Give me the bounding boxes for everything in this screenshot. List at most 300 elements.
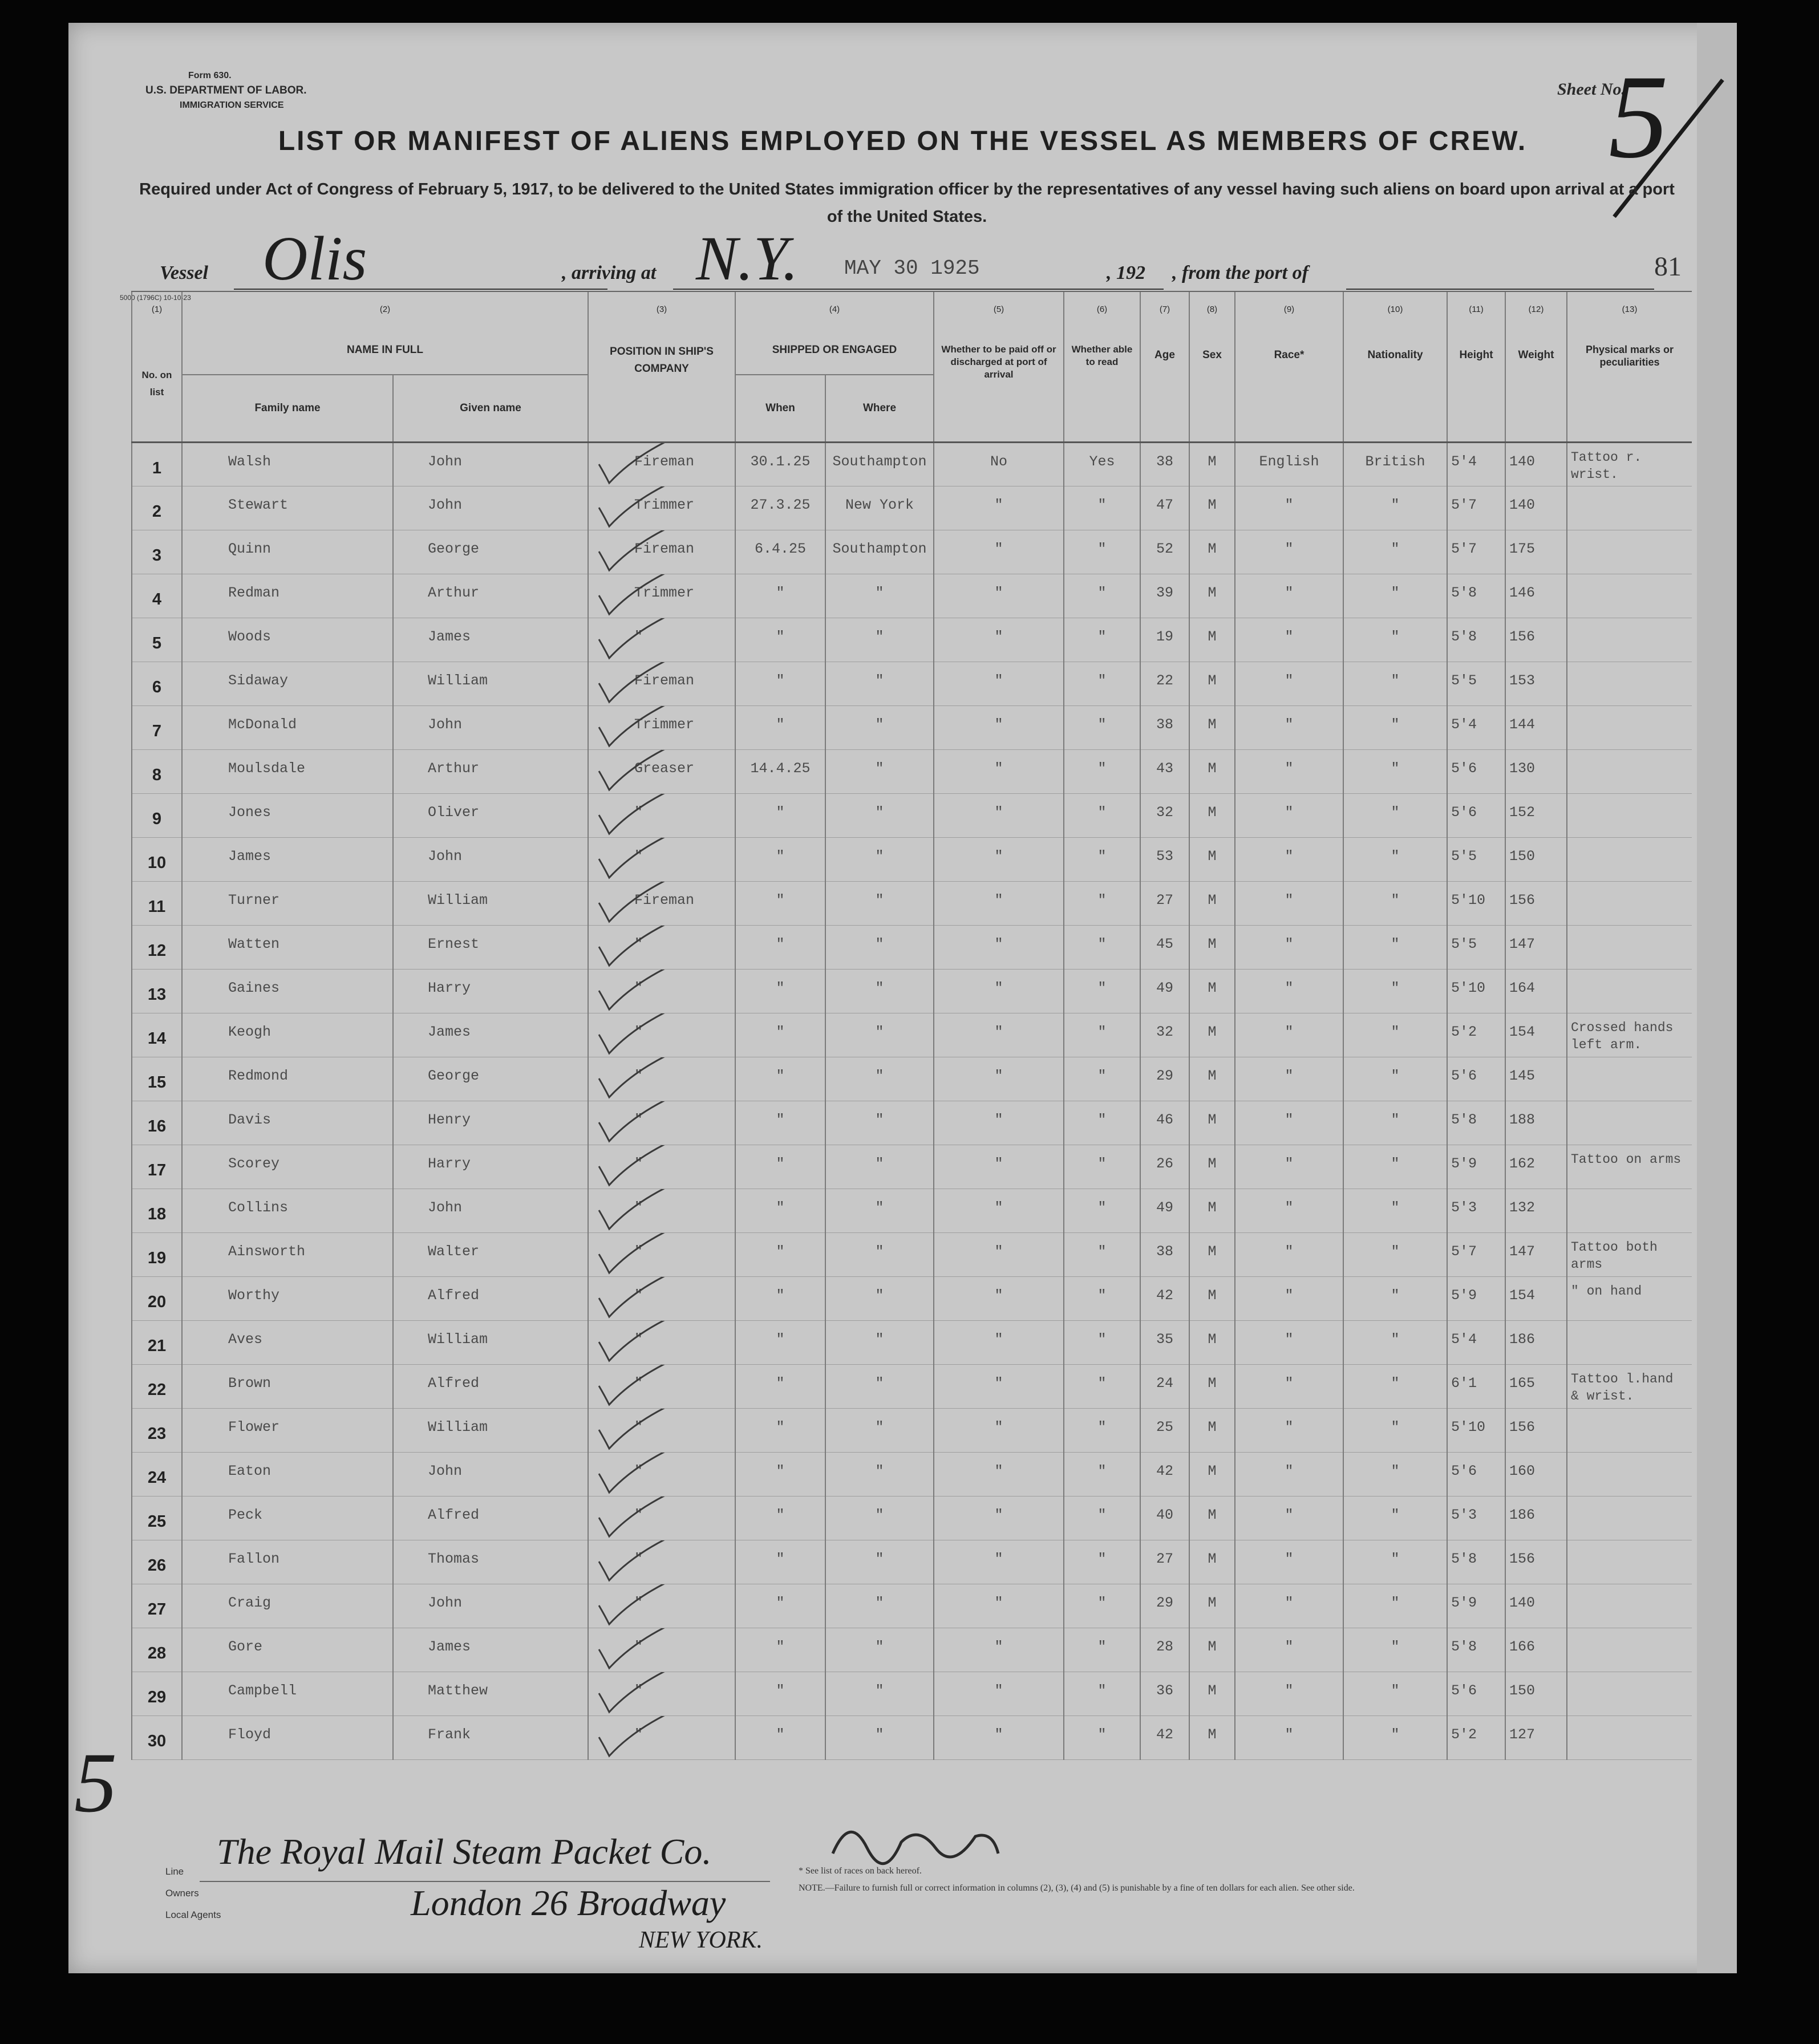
sheet-number: 5 [1609, 51, 1668, 183]
family-name: Worthy [182, 1277, 393, 1321]
page-reference: 81 [1654, 252, 1682, 282]
shipped-when: " [735, 970, 825, 1013]
family-name: Moulsdale [182, 750, 393, 794]
table-row [132, 618, 1692, 662]
row-number: 15 [132, 1057, 182, 1101]
crew-rows [132, 443, 1692, 1760]
marks-header: Physical marks or peculiarities [1567, 326, 1692, 443]
sex: M [1189, 1233, 1235, 1277]
row-number: 27 [132, 1584, 182, 1628]
date-stamp: MAY 30 1925 [844, 257, 980, 280]
department-name: U.S. DEPARTMENT OF LABOR. [145, 84, 307, 96]
shipped-where: " [825, 1672, 934, 1716]
row-number: 23 [132, 1409, 182, 1453]
race-header: Race* [1235, 326, 1343, 443]
family-name: Fallon [182, 1540, 393, 1584]
height: 5'7 [1447, 1233, 1505, 1277]
from-port-label: , from the port of [1172, 262, 1308, 283]
paid-off: " [934, 750, 1064, 794]
weight: 186 [1505, 1321, 1567, 1365]
weight: 140 [1505, 443, 1567, 486]
position: Trimmer [588, 574, 735, 618]
page-subtitle: Required under Act of Congress of February 5, 1917, to be delivered to the United States immigration officer by the representatives of any vessel having such aliens on board upon arrival at a port of the United States. [139, 180, 1675, 226]
given-name: James [393, 618, 588, 662]
physical-marks [1567, 486, 1692, 530]
shipped-where: " [825, 1189, 934, 1233]
row-number: 22 [132, 1365, 182, 1409]
age: 19 [1140, 618, 1189, 662]
shipped-where: " [825, 1496, 934, 1540]
able-to-read: " [1064, 486, 1140, 530]
check-mark-icon [594, 1628, 680, 1672]
given-name: John [393, 486, 588, 530]
position: " [588, 1189, 735, 1233]
shipped-where: " [825, 794, 934, 838]
row-number: 26 [132, 1540, 182, 1584]
weight: 152 [1505, 794, 1567, 838]
table-row [132, 926, 1692, 970]
race: " [1235, 574, 1343, 618]
sex: M [1189, 1013, 1235, 1057]
position: " [588, 1584, 735, 1628]
col-num-6: (6) [1064, 291, 1140, 326]
weight: 146 [1505, 574, 1567, 618]
family-name: Eaton [182, 1453, 393, 1496]
weight: 186 [1505, 1496, 1567, 1540]
position: " [588, 970, 735, 1013]
given-name: Harry [393, 1145, 588, 1189]
weight: 140 [1505, 486, 1567, 530]
sex: M [1189, 662, 1235, 706]
col-num-3: (3) [588, 291, 735, 326]
given-name: Henry [393, 1101, 588, 1145]
nationality: " [1343, 1672, 1447, 1716]
shipped-when: " [735, 1672, 825, 1716]
table-row [132, 706, 1692, 750]
position: " [588, 1101, 735, 1145]
weight: 132 [1505, 1189, 1567, 1233]
nationality: British [1343, 443, 1447, 486]
sex: M [1189, 1628, 1235, 1672]
physical-marks: Tattoo on arms [1567, 1145, 1692, 1189]
able-to-read: " [1064, 1628, 1140, 1672]
position-header: POSITION IN SHIP'S COMPANY [588, 326, 735, 443]
able-to-read: " [1064, 1453, 1140, 1496]
position: Trimmer [588, 706, 735, 750]
weight: 188 [1505, 1101, 1567, 1145]
shipped-where: " [825, 1540, 934, 1584]
height: 5'2 [1447, 1013, 1505, 1057]
shipped-when: 14.4.25 [735, 750, 825, 794]
check-mark-icon [594, 1584, 680, 1628]
col-num-9: (9) [1235, 291, 1343, 326]
agents-value: NEW YORK. [639, 1927, 763, 1953]
race: " [1235, 926, 1343, 970]
able-to-read: " [1064, 662, 1140, 706]
when-header: When [735, 375, 825, 443]
shipped-where: " [825, 574, 934, 618]
age: 26 [1140, 1145, 1189, 1189]
race: " [1235, 1628, 1343, 1672]
race: " [1235, 662, 1343, 706]
nationality: " [1343, 970, 1447, 1013]
position: " [588, 838, 735, 882]
check-mark-icon [594, 1672, 680, 1716]
sex: M [1189, 750, 1235, 794]
shipped-when: " [735, 882, 825, 926]
check-mark-icon [594, 882, 680, 926]
height: 5'9 [1447, 1584, 1505, 1628]
family-name: Brown [182, 1365, 393, 1409]
position: " [588, 926, 735, 970]
physical-marks [1567, 1189, 1692, 1233]
given-name: Walter [393, 1233, 588, 1277]
shipped-where: " [825, 1628, 934, 1672]
given-name: John [393, 1189, 588, 1233]
check-mark-icon [594, 1540, 680, 1584]
paid-off: " [934, 530, 1064, 574]
able-to-read: " [1064, 1145, 1140, 1189]
arriving-label: , arriving at [562, 262, 657, 283]
shipped-where: " [825, 1321, 934, 1365]
position: " [588, 794, 735, 838]
position: " [588, 1233, 735, 1277]
shipped-when: " [735, 1013, 825, 1057]
weight: 145 [1505, 1057, 1567, 1101]
family-name: Campbell [182, 1672, 393, 1716]
check-mark-icon [594, 1277, 680, 1321]
nationality: " [1343, 530, 1447, 574]
sex: M [1189, 1496, 1235, 1540]
sex: M [1189, 1365, 1235, 1409]
paid-off: " [934, 486, 1064, 530]
height: 5'6 [1447, 1672, 1505, 1716]
weight: 153 [1505, 662, 1567, 706]
paid-off: " [934, 1584, 1064, 1628]
table-row [132, 1101, 1692, 1145]
given-name: George [393, 530, 588, 574]
shipped-where: " [825, 1716, 934, 1760]
check-mark-icon [594, 794, 680, 838]
sex: M [1189, 486, 1235, 530]
crew-table [131, 291, 1692, 1760]
position: " [588, 1540, 735, 1584]
table-row [132, 1013, 1692, 1057]
physical-marks [1567, 1628, 1692, 1672]
paid-off: " [934, 1189, 1064, 1233]
paid-off: " [934, 1321, 1064, 1365]
shipped-when: " [735, 1277, 825, 1321]
physical-marks [1567, 618, 1692, 662]
row-number: 3 [132, 530, 182, 574]
position: Greaser [588, 750, 735, 794]
shipped-when: " [735, 1453, 825, 1496]
height: 5'10 [1447, 1409, 1505, 1453]
given-name: Alfred [393, 1496, 588, 1540]
physical-marks [1567, 574, 1692, 618]
able-to-read: " [1064, 1584, 1140, 1628]
family-name: Keogh [182, 1013, 393, 1057]
shipped-when: " [735, 1057, 825, 1101]
race: " [1235, 1584, 1343, 1628]
height: 5'8 [1447, 574, 1505, 618]
height: 5'5 [1447, 662, 1505, 706]
age: 45 [1140, 926, 1189, 970]
check-mark-icon [594, 1716, 680, 1760]
able-to-read: Yes [1064, 443, 1140, 486]
height: 5'8 [1447, 1628, 1505, 1672]
given-name: James [393, 1628, 588, 1672]
family-name: Watten [182, 926, 393, 970]
race: " [1235, 1716, 1343, 1760]
able-to-read: " [1064, 882, 1140, 926]
able-to-read: " [1064, 1057, 1140, 1101]
check-mark-icon [594, 530, 680, 574]
height: 6'1 [1447, 1365, 1505, 1409]
family-name: Collins [182, 1189, 393, 1233]
sex: M [1189, 1057, 1235, 1101]
given-name: Matthew [393, 1672, 588, 1716]
row-number: 2 [132, 486, 182, 530]
row-number: 13 [132, 970, 182, 1013]
physical-marks [1567, 1672, 1692, 1716]
shipped-when: " [735, 574, 825, 618]
col-num-8: (8) [1189, 291, 1235, 326]
physical-marks [1567, 1321, 1692, 1365]
table-row [132, 1277, 1692, 1321]
weight: 147 [1505, 1233, 1567, 1277]
shipped-where: " [825, 1057, 934, 1101]
row-number: 4 [132, 574, 182, 618]
shipped-where: " [825, 1145, 934, 1189]
family-name: Craig [182, 1584, 393, 1628]
height: 5'4 [1447, 443, 1505, 486]
check-mark-icon [594, 750, 680, 794]
given-name: Alfred [393, 1365, 588, 1409]
nationality: " [1343, 1189, 1447, 1233]
position: " [588, 1277, 735, 1321]
physical-marks [1567, 970, 1692, 1013]
able-to-read: " [1064, 1233, 1140, 1277]
col-num-5: (5) [934, 291, 1064, 326]
shipped-where: " [825, 926, 934, 970]
family-name: Sidaway [182, 662, 393, 706]
row-number: 21 [132, 1321, 182, 1365]
age: 36 [1140, 1672, 1189, 1716]
row-number: 20 [132, 1277, 182, 1321]
family-name: Davis [182, 1101, 393, 1145]
check-mark-icon [594, 1013, 680, 1057]
position: " [588, 1013, 735, 1057]
sex: M [1189, 443, 1235, 486]
physical-marks [1567, 1057, 1692, 1101]
page-title: LIST OR MANIFEST OF ALIENS EMPLOYED ON THE VESSEL AS MEMBERS OF CREW. [278, 126, 1528, 156]
shipped-when: " [735, 1189, 825, 1233]
owners-label: Owners [165, 1888, 199, 1899]
height: 5'6 [1447, 1453, 1505, 1496]
able-to-read: " [1064, 530, 1140, 574]
age: 32 [1140, 1013, 1189, 1057]
paid-off: " [934, 926, 1064, 970]
nationality: " [1343, 1628, 1447, 1672]
row-number: 6 [132, 662, 182, 706]
paid-off: " [934, 1101, 1064, 1145]
sex: M [1189, 706, 1235, 750]
given-name: William [393, 882, 588, 926]
sex: M [1189, 1189, 1235, 1233]
able-to-read: " [1064, 1716, 1140, 1760]
physical-marks [1567, 1496, 1692, 1540]
given-name-header: Given name [393, 375, 588, 443]
position: " [588, 1453, 735, 1496]
weight: 175 [1505, 530, 1567, 574]
family-name: Peck [182, 1496, 393, 1540]
age: 52 [1140, 530, 1189, 574]
race: " [1235, 794, 1343, 838]
line-label: Line [165, 1866, 184, 1877]
nationality: " [1343, 1101, 1447, 1145]
agents-label: Local Agents [165, 1909, 221, 1920]
paid-off: " [934, 1540, 1064, 1584]
row-number: 30 [132, 1716, 182, 1760]
age: 27 [1140, 882, 1189, 926]
race: " [1235, 1496, 1343, 1540]
physical-marks: Crossed hands left arm. [1567, 1013, 1692, 1057]
race: " [1235, 750, 1343, 794]
physical-marks [1567, 882, 1692, 926]
signature-mark [827, 1808, 1010, 1871]
nationality: " [1343, 706, 1447, 750]
year-label: , 192 [1107, 262, 1145, 283]
height: 5'3 [1447, 1189, 1505, 1233]
weight: 156 [1505, 1409, 1567, 1453]
sex: M [1189, 574, 1235, 618]
shipped-when: " [735, 618, 825, 662]
physical-marks: " on hand [1567, 1277, 1692, 1321]
family-name: Redman [182, 574, 393, 618]
physical-marks: Tattoo both arms [1567, 1233, 1692, 1277]
given-name: William [393, 1409, 588, 1453]
age: 27 [1140, 1540, 1189, 1584]
age: 49 [1140, 1189, 1189, 1233]
able-to-read: " [1064, 1013, 1140, 1057]
row-number: 17 [132, 1145, 182, 1189]
age: 40 [1140, 1496, 1189, 1540]
row-number: 11 [132, 882, 182, 926]
col-num-1: (1) [132, 291, 182, 326]
table-row [132, 1233, 1692, 1277]
shipped-when: " [735, 1101, 825, 1145]
position: Fireman [588, 662, 735, 706]
given-name: William [393, 1321, 588, 1365]
given-name: Arthur [393, 750, 588, 794]
able-to-read: " [1064, 1496, 1140, 1540]
physical-marks: Tattoo l.hand & wrist. [1567, 1365, 1692, 1409]
nationality: " [1343, 1584, 1447, 1628]
physical-marks [1567, 662, 1692, 706]
weight-header: Weight [1505, 326, 1567, 443]
row-number: 8 [132, 750, 182, 794]
sex: M [1189, 794, 1235, 838]
height: 5'4 [1447, 706, 1505, 750]
row-number: 24 [132, 1453, 182, 1496]
check-mark-icon [594, 1321, 680, 1365]
race: " [1235, 530, 1343, 574]
row-number: 19 [132, 1233, 182, 1277]
nationality: " [1343, 750, 1447, 794]
table-row [132, 1540, 1692, 1584]
height: 5'10 [1447, 970, 1505, 1013]
weight: 165 [1505, 1365, 1567, 1409]
nationality: " [1343, 1145, 1447, 1189]
family-name: Ainsworth [182, 1233, 393, 1277]
page-number-handwritten: 5 [74, 1735, 117, 1830]
paid-off: " [934, 1716, 1064, 1760]
position: " [588, 1145, 735, 1189]
race: " [1235, 1145, 1343, 1189]
nationality: " [1343, 1453, 1447, 1496]
col-num-10: (10) [1343, 291, 1447, 326]
race: " [1235, 1409, 1343, 1453]
nationality: " [1343, 926, 1447, 970]
paid-off: " [934, 970, 1064, 1013]
paid-off-header: Whether to be paid off or discharged at port of arrival [934, 326, 1064, 443]
sheet-label: Sheet No. [1557, 80, 1626, 99]
age: 29 [1140, 1057, 1189, 1101]
table-row [132, 1628, 1692, 1672]
check-mark-icon [594, 662, 680, 706]
table-row [132, 1453, 1692, 1496]
nationality: " [1343, 1277, 1447, 1321]
age: 47 [1140, 486, 1189, 530]
height: 5'6 [1447, 1057, 1505, 1101]
shipped-when: " [735, 706, 825, 750]
penalty-footnote: NOTE.—Failure to furnish full or correct information in columns (2), (3), (4) and (5) is punishable by a fine of ten dollars for each alien. See other side. [799, 1883, 1355, 1893]
age-header: Age [1140, 326, 1189, 443]
physical-marks [1567, 750, 1692, 794]
check-mark-icon [594, 1101, 680, 1145]
row-number: 29 [132, 1672, 182, 1716]
line-value: The Royal Mail Steam Packet Co. [217, 1831, 712, 1872]
shipped-when: " [735, 1584, 825, 1628]
family-name: Gore [182, 1628, 393, 1672]
position: " [588, 1672, 735, 1716]
nationality: " [1343, 882, 1447, 926]
shipped-when: " [735, 794, 825, 838]
sex: M [1189, 1453, 1235, 1496]
race: " [1235, 618, 1343, 662]
weight: 144 [1505, 706, 1567, 750]
shipped-header: SHIPPED OR ENGAGED [735, 326, 934, 375]
height: 5'7 [1447, 530, 1505, 574]
row-number: 28 [132, 1628, 182, 1672]
check-mark-icon [594, 1189, 680, 1233]
age: 38 [1140, 1233, 1189, 1277]
col-num-13: (13) [1567, 291, 1692, 326]
shipped-where: " [825, 706, 934, 750]
table-row [132, 1409, 1692, 1453]
shipped-when: " [735, 926, 825, 970]
age: 53 [1140, 838, 1189, 882]
vessel-name: Olis [262, 224, 367, 293]
check-mark-icon [594, 486, 680, 530]
position: Fireman [588, 443, 735, 486]
check-mark-icon [594, 1453, 680, 1496]
position: Fireman [588, 882, 735, 926]
shipped-where: " [825, 1101, 934, 1145]
physical-marks [1567, 1716, 1692, 1760]
nationality: " [1343, 1540, 1447, 1584]
